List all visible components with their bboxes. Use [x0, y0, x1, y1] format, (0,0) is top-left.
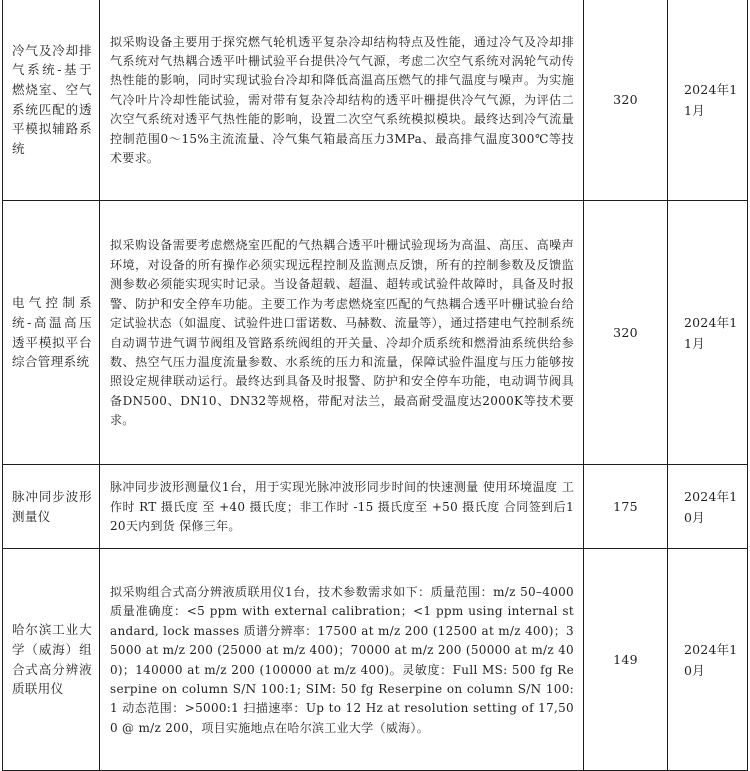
item-date: 2024年11月: [684, 81, 738, 118]
item-name: 脉冲同步波形测量仪: [12, 488, 92, 524]
item-date-cell: [668, 0, 748, 201]
item-amount: 175: [584, 465, 668, 549]
item-description-cell: [100, 549, 584, 771]
item-date: 2024年11月: [684, 314, 738, 351]
procurement-table: [2, 0, 748, 771]
item-date: 2024年10月: [684, 488, 738, 525]
item-name-cell: [3, 201, 100, 465]
item-description-cell: [100, 201, 584, 465]
item-amount: 149: [584, 549, 668, 771]
item-amount: 320: [584, 201, 668, 465]
item-date-cell: [668, 465, 748, 549]
table-row: [3, 201, 748, 465]
item-date-cell: [668, 549, 748, 771]
item-description: 脉冲同步波形测量仪1台，用于实现光脉冲波形同步时间的快速测量 使用环境温度 工作时 RT 摄氏度 至 +40 摄氏度；非工作时 -15 摄氏度至 +50 摄氏度 合同签到后120天内到货 保修三年。: [110, 480, 574, 534]
item-description: 拟采购组合式高分辨液质联用仪1台，技术参数需求如下：质量范围：m/z 50–4000 质量准确度：<5 ppm with external calibration；<1 ppm using internal standard, lock masses 质谱分辨率：17500 at m/z 200 (12500 at m/z 400)；35000 at m/z 200 (25000 at m/z 400)；70000 at m/z 200 (50000 at m/z 400)；140000 at m/z 200 (100000 at m/z 400)。灵敏度：Full MS: 500 fg Reserpine on column S/N 100:1; SIM: 50 fg Reserpine on column S/N 100:1 动态范围：>5000:1 扫描速率：Up to 12 Hz at resolution setting of 17,500 @ m/z 200，项目实施地点在哈尔滨工业大学（威海）。: [110, 584, 574, 735]
item-name: 哈尔滨工业大学（威海）组合式高分辨液质联用仪: [12, 622, 92, 697]
item-name-cell: [3, 549, 100, 771]
table-row: [3, 549, 748, 771]
item-description-cell: [100, 0, 584, 201]
item-name-cell: [3, 465, 100, 549]
item-description: 拟采购设备需要考虑燃烧室匹配的气热耦合透平叶栅试验现场为高温、高压、高噪声环境，对设备的所有操作必须实现远程控制及监测点反馈，所有的控制参数及反馈监测参数必须能实现实时记录。当设备超载、超温、超转或试验件故障时，具备及时报警、防护和安全停车功能。主要工作为考虑燃烧室匹配的气热耦合透平叶栅试验台给定试验状态（如温度、试验件进口雷诺数、马赫数、流量等），通过搭建电气控制系统自动调节进气调节阀组及管路系统阀组的开关量、冷却介质系统和燃滑油系统供给参数、热空气压力温度流量参数、水系统的压力和流量，保障试验件温度与压力能够按照设定规律联动运行。最终达到具备及时报警、防护和安全停车功能，电动调节阀具备DN500、DN10、DN32等规格，带配对法兰，最高耐受温度达2000K等技术要求。: [110, 238, 574, 428]
item-amount: 320: [584, 0, 668, 201]
item-name: 电气控制系统-高温高压透平模拟平台综合管理系统: [12, 295, 92, 370]
item-date: 2024年10月: [684, 641, 738, 678]
item-date-cell: [668, 201, 748, 465]
item-description-cell: [100, 465, 584, 549]
table-row: [3, 0, 748, 201]
item-name: 冷气及冷却排气系统-基于燃烧室、空气系统匹配的透平模拟辅路系统: [12, 42, 92, 156]
table-row: [3, 465, 748, 549]
item-description: 拟采购设备主要用于探究燃气轮机透平复杂冷却结构特点及性能，通过冷气及冷却排气系统对气热耦合透平叶栅试验平台提供冷气气源，考虑二次空气系统对涡轮气动传热性能的影响，同时实现试验台冷却和降低高温高压燃气的排气温度与噪声。为实施气冷叶片冷却性能试验，需对带有复杂冷却结构的透平叶栅提供冷气气源，为评估二次空气系统对透平气热性能的影响，设置二次空气系统模拟模块。最终达到冷气流量控制范围0～15%主流流量、冷气集气箱最高压力3MPa、最高排气温度300℃等技术要求。: [110, 34, 574, 166]
item-name-cell: [3, 0, 100, 201]
